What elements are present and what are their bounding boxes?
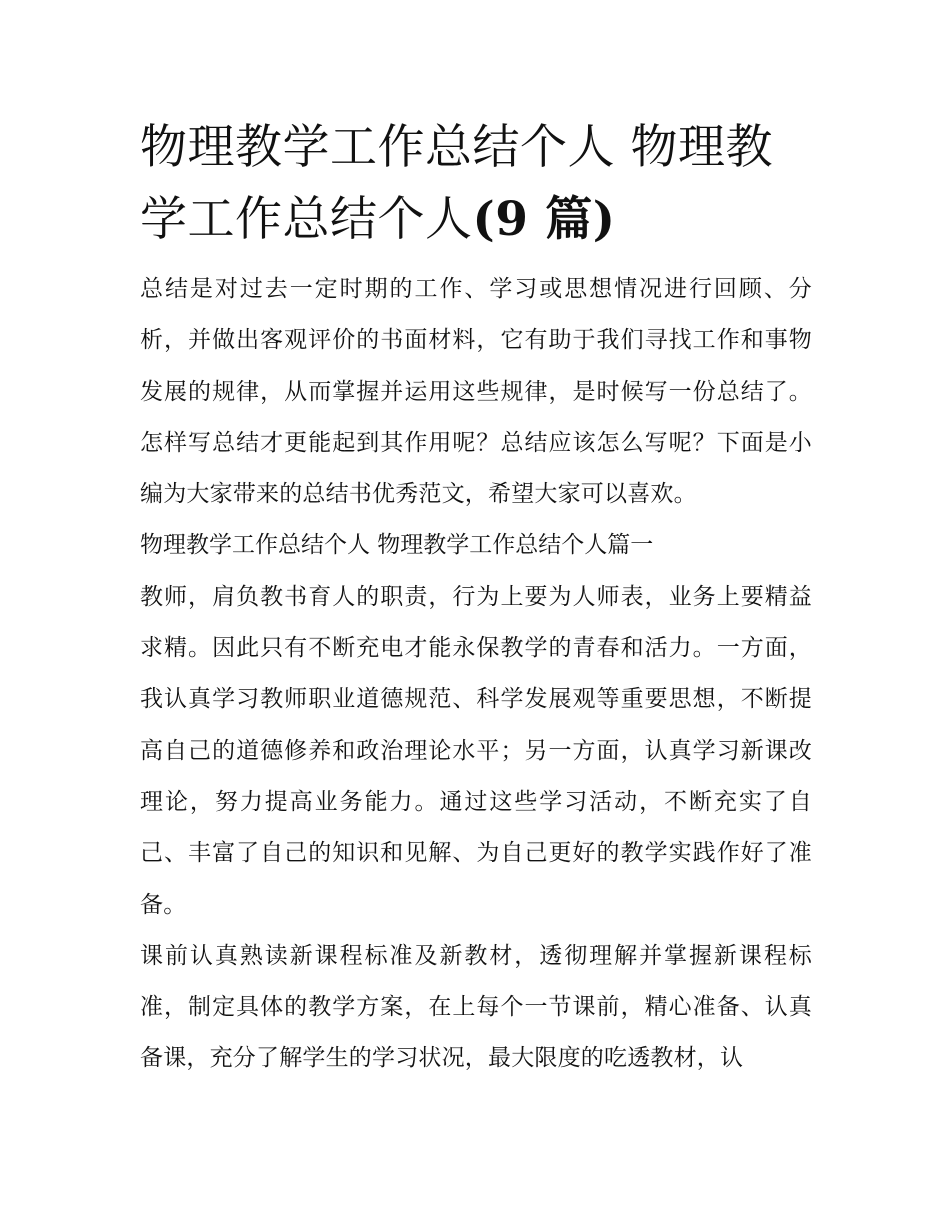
document-content — [140, 112, 812, 1085]
document-title-main: 物理教学工作总结个人 物理教学工作总结个人 — [140, 120, 773, 247]
document-title-count: (9 篇) — [472, 192, 616, 247]
body-paragraph-1: 教师，肩负教书育人的职责，行为上要为人师表，业务上要精益求精。因此只有不断充电才能永保教学的青春和活力。一方面，我认真学习教师职业道德规范、科学发展观等重要思想，不断提高自己的道德修养和政治理论水平；另一方面，认真学习新课改理论，努力提高业务能力。通过这些学习活动，不断充实了自己、丰富了自己的知识和见解、为自己更好的教学实践作好了准备。 — [140, 583, 812, 918]
body-paragraph-2: 课前认真熟读新课程标准及新教材，透彻理解并掌握新课程标准，制定具体的教学方案，在上每个一节课前，精心准备、认真备课，充分了解学生的学习状况，最大限度的吃透教材，认 — [140, 942, 812, 1072]
section-heading: 物理教学工作总结个人 物理教学工作总结个人篇一 — [140, 532, 654, 559]
document-title — [140, 112, 812, 256]
intro-paragraph: 总结是对过去一定时期的工作、学习或思想情况进行回顾、分析，并做出客观评价的书面材料，它有助于我们寻找工作和事物发展的规律，从而掌握并运用这些规律，是时候写一份总结了。怎样写总结才更能起到其作用呢？总结应该怎么写呢？下面是小编为大家带来的总结书优秀范文，希望大家可以喜欢。 — [140, 276, 812, 508]
